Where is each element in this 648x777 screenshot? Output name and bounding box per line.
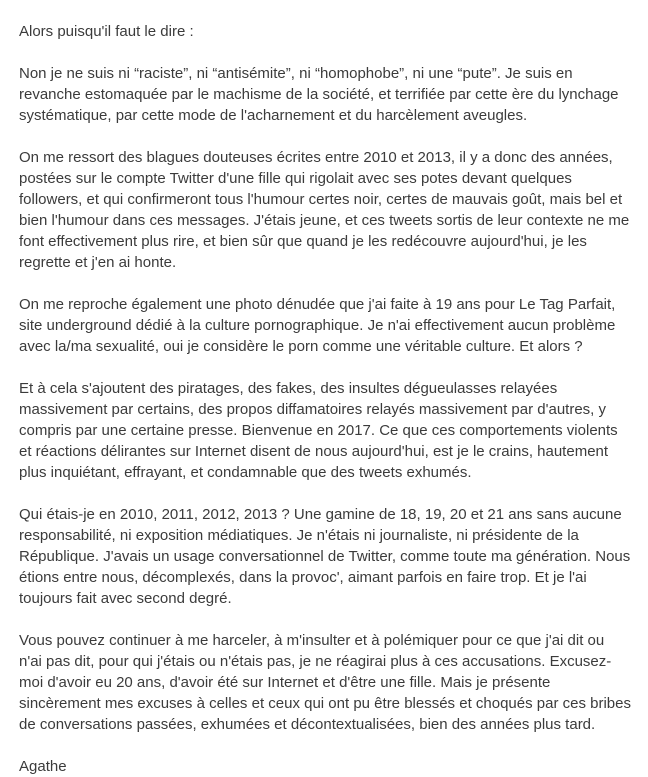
statement-paragraph-photo: On me reproche également une photo dénudée que j'ai faite à 19 ans pour Le Tag Parfait, site underground dédié à la culture pornographique. Je n'ai effectivement aucun problème avec la/ma sexualité, oui je considère le porn comme une véritable culture. Et alors ? <box>19 296 620 355</box>
statement-paragraph-harassment: Et à cela s'ajoutent des piratages, des fakes, des insultes dégueulasses relayées massivement par certains, des propos diffamatoires relayés massivement par d'autres, y compris par une certaine presse. Bienvenue en 2017. Ce que ces comportements violents et réactions délirantes sur Internet disent de nous aujourd'hui, est je le crains, hautement plus inquiétant, effrayant, et condamnable que des tweets exhumés. <box>19 380 622 481</box>
statement-paragraph-who-was-i: Qui étais-je en 2010, 2011, 2012, 2013 ? Une gamine de 18, 19, 20 et 21 ans sans aucune responsabilité, ni exposition médiatiques. Je n'étais ni journaliste, ni présidente de la République. J'avais un usage conversationnel de Twitter, comme toute ma génération. Nous étions entre nous, décomplexés, dans la provoc', aimant parfois en faire trop. Et je l'ai toujours fait avec second degré. <box>19 506 635 607</box>
opening-line: Alors puisqu'il faut le dire : <box>19 23 194 40</box>
signature: Agathe <box>19 758 67 775</box>
statement-paragraph-old-tweets: On me ressort des blagues douteuses écrites entre 2010 et 2013, il y a donc des années, postées sur le compte Twitter d'une fille qui rigolait avec ses potes devant quelques followers, et qui confirmeront tous l'humour certes noir, certes de mauvais goût, mais bel et bien l'humour dans ces messages. J'étais jeune, et ces tweets sortis de leur contexte ne me font effectivement plus rire, et bien sûr que quand je les redécouvre aujourd'hui, je les regrette et j'en ai honte. <box>19 149 634 271</box>
statement-paragraph-apology: Vous pouvez continuer à me harceler, à m'insulter et à polémiquer pour ce que j'ai dit ou n'ai pas dit, pour qui j'étais ou n'étais pas, je ne réagirai plus à ces accusations. Excusez-moi d'avoir eu 20 ans, d'avoir été sur Internet et d'être une fille. Mais je présente sincèrement mes excuses à celles et ceux qui ont pu être blessés et choqués par ces bribes de conversations passées, exhumées et décontextualisées, bien des années plus tard. <box>19 632 636 733</box>
statement-paragraph-denial: Non je ne suis ni “raciste”, ni “antisémite”, ni “homophobe”, ni une “pute”. Je suis en revanche estomaquée par le machisme de la société, et terrifiée par cette ère du lynchage systématique, par cette mode de l'acharnement et du harcèlement aveugles. <box>19 65 623 124</box>
